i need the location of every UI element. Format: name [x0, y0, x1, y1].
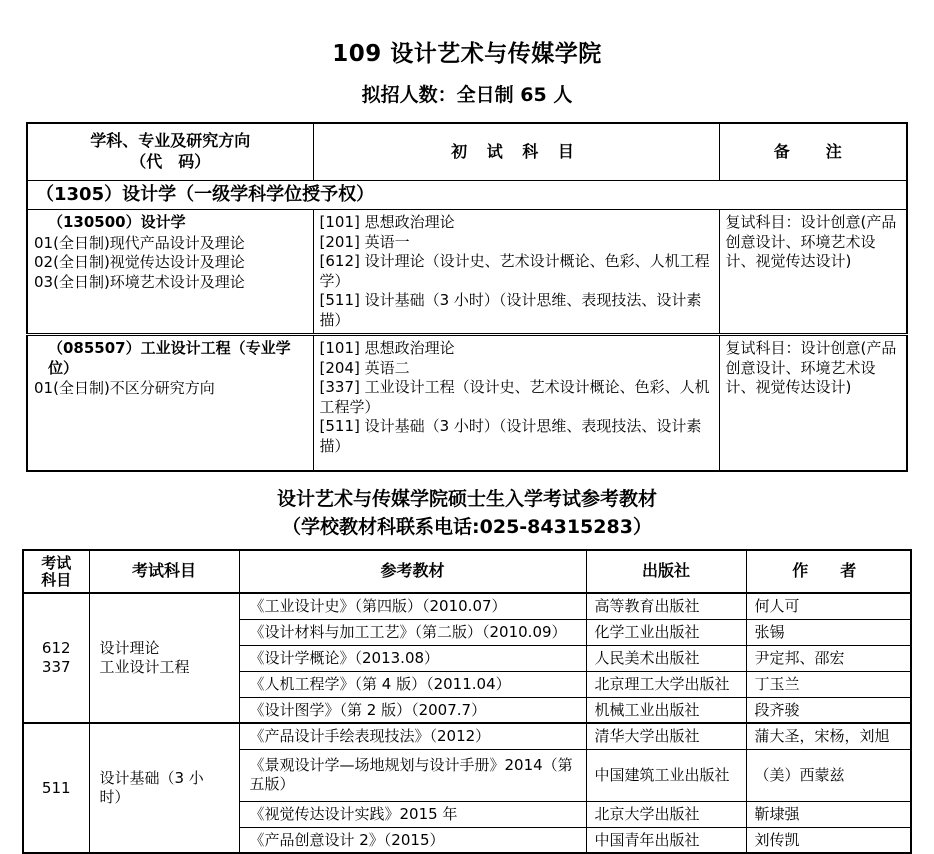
direction-0-0: 01(全日制)现代产品设计及理论	[34, 233, 245, 252]
header-publisher: 出版社	[586, 550, 746, 594]
remarks-cell-1: 复试科目：设计创意(产品创意设计、环境艺术设计、视觉传达设计)	[719, 335, 907, 472]
book-author: 尹定邦、邵宏	[746, 645, 911, 671]
header-exam-code-line2: 科目	[41, 570, 72, 589]
exam-subject-0-3: [511] 设计基础（3 小时）（设计思维、表现技法、设计素描）	[319, 291, 702, 329]
direction-0-2: 03(全日制)环境艺术设计及理论	[34, 272, 245, 291]
admission-table-wrapper	[26, 122, 908, 472]
book-publisher: 北京理工大学出版社	[586, 671, 746, 697]
textbook-section-subtitle: （学校教材科联系电话:025-84315283）	[282, 516, 652, 539]
book-title: 《设计材料与加工工艺》（第二版）（2010.09）	[239, 619, 586, 645]
book-author: 段齐骏	[746, 697, 911, 723]
header-author: 作 者	[746, 550, 911, 594]
book-title: 《工业设计史》（第四版）（2010.07）	[239, 593, 586, 619]
header-book: 参考教材	[239, 550, 586, 594]
textbook-table-header-row	[23, 550, 911, 594]
book-publisher: 高等教育出版社	[586, 593, 746, 619]
enrollment-subtitle: 拟招人数：全日制 65 人	[361, 84, 573, 107]
book-title: 《设计学概论》（2013.08）	[239, 645, 586, 671]
exam-code-0-0: 612	[41, 639, 71, 658]
exam-subject-1-3: [511] 设计基础（3 小时）（设计思维、表现技法、设计素描）	[319, 417, 702, 455]
table-row	[27, 335, 907, 472]
admission-table	[26, 122, 908, 472]
textbook-section-title: 设计艺术与传媒学院硕士生入学考试参考教材	[276, 488, 657, 511]
header-remarks: 备 注	[719, 123, 907, 180]
book-author: 丁玉兰	[746, 671, 911, 697]
exam-code-cell-1	[23, 723, 89, 853]
book-title: 《景观设计学—场地规划与设计手册》2014（第五版）	[239, 749, 586, 801]
textbook-table-wrapper	[22, 549, 912, 854]
book-publisher: 中国建筑工业出版社	[586, 749, 746, 801]
discipline-group-row	[27, 180, 907, 209]
discipline-group-label: （1305）设计学（一级学科学位授予权）	[27, 180, 907, 209]
book-title: 《产品创意设计 2》（2015）	[239, 827, 586, 853]
program-name-0: （130500）设计学	[48, 213, 186, 232]
exam-code-1-0: 511	[41, 778, 71, 797]
book-title: 《产品设计手绘表现技法》（2012）	[239, 723, 586, 749]
book-publisher: 人民美术出版社	[586, 645, 746, 671]
table-row	[23, 723, 911, 749]
exam-subject-cell-1	[89, 723, 239, 853]
exam-code-cell-0	[23, 593, 89, 723]
header-discipline-line1: 学科、专业及研究方向	[90, 131, 251, 151]
book-title: 《人机工程学》（第 4 版）（2011.04）	[239, 671, 586, 697]
page-title: 109 设计艺术与传媒学院	[332, 41, 602, 67]
header-exam-code	[23, 550, 89, 594]
book-title: 《视觉传达设计实践》2015 年	[239, 801, 586, 827]
book-publisher: 清华大学出版社	[586, 723, 746, 749]
exam-subject-name-1-1: 时）	[99, 788, 130, 807]
book-publisher: 中国青年出版社	[586, 827, 746, 853]
book-author: （美）西蒙兹	[746, 749, 911, 801]
book-title: 《设计图学》（第 2 版）（2007.7）	[239, 697, 586, 723]
header-exam-subjects: 初 试 科 目	[313, 123, 719, 180]
table-row	[27, 210, 907, 335]
exam-subject-name-0-0: 设计理论	[99, 639, 160, 658]
header-discipline-line2: （代 码）	[130, 151, 211, 171]
remarks-cell-0: 复试科目：设计创意(产品创意设计、环境艺术设计、视觉传达设计)	[719, 210, 907, 335]
program-cell-1	[27, 335, 313, 472]
exam-subjects-cell-1	[313, 335, 719, 472]
exam-subject-1-1: [204] 英语二	[319, 358, 410, 377]
exam-subject-0-2: [612] 设计理论（设计史、艺术设计概论、色彩、人机工程学）	[319, 252, 710, 290]
textbook-table	[22, 549, 912, 854]
program-cell-0	[27, 210, 313, 335]
exam-subject-1-2: [337] 工业设计工程（设计史、艺术设计概论、色彩、人机工程学）	[319, 378, 710, 416]
book-author: 靳埭强	[746, 801, 911, 827]
exam-subject-1-0: [101] 思想政治理论	[319, 339, 455, 358]
direction-0-1: 02(全日制)视觉传达设计及理论	[34, 253, 245, 272]
book-publisher: 北京大学出版社	[586, 801, 746, 827]
admission-table-header-row	[27, 123, 907, 180]
header-exam-subject: 考试科目	[89, 550, 239, 594]
header-exam-code-line1: 考试	[41, 553, 72, 572]
exam-subjects-cell-0	[313, 210, 719, 335]
book-author: 张锡	[746, 619, 911, 645]
table-row	[23, 593, 911, 619]
exam-subject-name-0-1: 工业设计工程	[99, 658, 190, 677]
book-author: 刘传凯	[746, 827, 911, 853]
book-author: 何人可	[746, 593, 911, 619]
exam-code-0-1: 337	[41, 658, 71, 677]
direction-1-0: 01(全日制)不区分研究方向	[34, 379, 215, 398]
exam-subject-cell-0	[89, 593, 239, 723]
program-name-1: （085507）工业设计工程（专业学位）	[48, 339, 291, 377]
exam-subject-name-1-0: 设计基础（3 小	[99, 769, 204, 788]
header-discipline	[27, 123, 313, 180]
book-publisher: 机械工业出版社	[586, 697, 746, 723]
exam-subject-0-0: [101] 思想政治理论	[319, 213, 455, 232]
book-author: 蒲大圣，宋杨，刘旭	[746, 723, 911, 749]
book-publisher: 化学工业出版社	[586, 619, 746, 645]
exam-subject-0-1: [201] 英语一	[319, 232, 410, 251]
